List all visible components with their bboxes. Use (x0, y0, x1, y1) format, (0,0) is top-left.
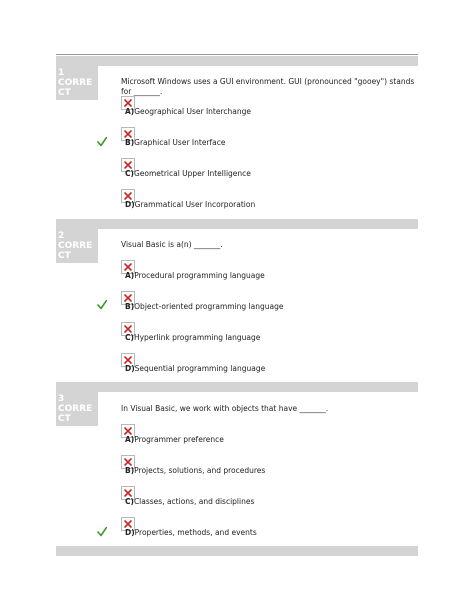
question-2-option-c (125, 333, 260, 343)
question-2-option-d (125, 364, 265, 374)
question-2-number: 2 (58, 231, 65, 241)
question-3-text: In Visual Basic, we work with objects that have _______. (121, 404, 329, 413)
question-1-status-box (56, 66, 98, 100)
option-text: Geographical User Interchange (134, 107, 251, 116)
question-3-header-band (56, 382, 418, 392)
question-1-status: CORRECT (58, 78, 93, 98)
option-text: Procedural programming language (134, 271, 265, 280)
question-2-status: CORRECT (58, 241, 93, 261)
option-letter: A) (125, 435, 135, 444)
option-letter: A) (125, 271, 135, 280)
question-3-status-box (56, 392, 98, 426)
option-text: Programmer preference (134, 435, 224, 444)
question-3-number: 3 (58, 394, 65, 404)
question-1-number: 1 (58, 68, 65, 78)
question-2-option-b (125, 302, 283, 312)
question-1-option-b (125, 138, 226, 148)
question-1-text: Microsoft Windows uses a GUI environment. GUI (pronounced "gooey") stands for _______. (121, 77, 415, 96)
option-letter: D) (125, 364, 135, 373)
option-letter: C) (125, 169, 134, 178)
option-text: Projects, solutions, and procedures (134, 466, 266, 475)
option-letter: C) (125, 333, 134, 342)
question-3-option-b (125, 466, 265, 476)
question-3-correct-check-icon (97, 527, 107, 537)
question-2-header-band (56, 219, 418, 229)
option-letter: A) (125, 107, 135, 116)
question-2-option-a (125, 271, 265, 281)
option-letter: B) (125, 302, 135, 311)
option-letter: D) (125, 200, 135, 209)
question-3-status: CORRECT (58, 404, 93, 424)
option-text: Classes, actions, and disciplines (133, 497, 255, 506)
top-rule (56, 54, 418, 55)
option-text: Grammatical User Incorporation (134, 200, 256, 209)
option-text: Object-oriented programming language (134, 302, 284, 311)
question-2-text: Visual Basic is a(n) _______. (121, 240, 223, 249)
option-text: Geometrical Upper Intelligence (133, 169, 251, 178)
option-text: Hyperlink programming language (133, 333, 261, 342)
option-letter: D) (125, 528, 135, 537)
bottom-band (56, 546, 418, 556)
option-text: Graphical User Interface (134, 138, 226, 147)
question-2-status-box (56, 229, 98, 263)
option-letter: B) (125, 138, 135, 147)
question-1-correct-check-icon (97, 137, 107, 147)
option-letter: C) (125, 497, 134, 506)
question-2-correct-check-icon (97, 300, 107, 310)
question-1-header-band (56, 56, 418, 66)
option-text: Properties, methods, and events (134, 528, 257, 537)
option-letter: B) (125, 466, 135, 475)
question-3-option-d (125, 528, 257, 538)
question-3-option-c (125, 497, 254, 507)
question-1-option-c (125, 169, 251, 179)
question-1-option-a (125, 107, 251, 117)
question-1-option-d (125, 200, 255, 210)
question-3-option-a (125, 435, 224, 445)
option-text: Sequential programming language (134, 364, 266, 373)
